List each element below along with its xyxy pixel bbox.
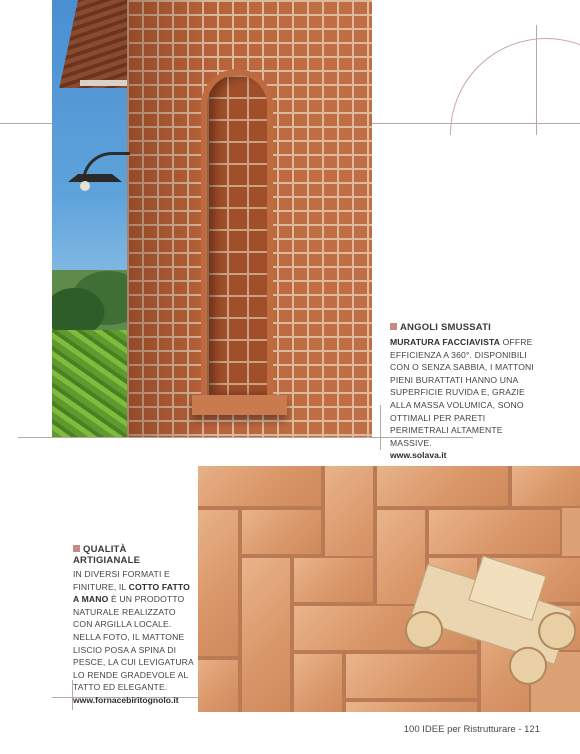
tile (344, 700, 479, 712)
caption-heading (390, 322, 540, 333)
lamp-shade (68, 174, 122, 182)
tile (198, 466, 323, 508)
lamp-bulb (80, 181, 90, 191)
caption-body (390, 336, 540, 449)
tile (510, 466, 580, 508)
tile (198, 658, 240, 712)
rule-line (0, 123, 52, 124)
caption-bold-lead: MURATURA FACCIAVISTA (390, 337, 501, 347)
rule-line (380, 405, 381, 450)
caption-bold-lead: COTTO FATTO A MANO (73, 581, 190, 605)
accent-square-icon (73, 545, 80, 552)
tile (240, 556, 292, 712)
tile (240, 508, 323, 556)
arched-window (207, 75, 267, 395)
caption-body (73, 568, 197, 694)
page-folio: 100 IDEE per Ristrutturare - 121 (403, 724, 540, 735)
tile (292, 556, 375, 604)
caption-text: OFFRE EFFICIENZA A 360°. DISPONIBILI CON O SENZA SABBIA, I MATTONI PIENI BURATTATI HANNO UNA SUPERFICIE RUVIDA E, GRAZIE ALLA MASSA VOLUMICA, SONO OTTIMALI PER PARETI PERIMETRALI ALTAMENTE MASSIVE. (390, 337, 534, 448)
caption-url[interactable]: www.fornacebiritognolo.it (73, 694, 179, 705)
caption-qualita-artigianale (73, 544, 197, 705)
window-sill (192, 395, 287, 415)
caption-angoli-smussati (390, 322, 540, 460)
tile (198, 508, 240, 658)
caption-text-before: IN DIVERSI FORMATI E FINITURE, IL (73, 569, 170, 592)
accent-square-icon (390, 323, 397, 330)
tile (375, 466, 510, 508)
tile (292, 652, 344, 712)
brick-wall-photo (52, 0, 372, 437)
hedge (52, 330, 127, 437)
terracotta-floor-photo (198, 466, 580, 712)
caption-text-after: È UN PRODOTTO NATURALE REALIZZATO CON ARGILLA LOCALE. NELLA FOTO, IL MATTONE LISCIO POSA A SPINA DI PESCE, LA CUI LEVIGATURA LO RENDE GRADEVOLE AL TATTO ED ELEGANTE. (73, 594, 194, 693)
caption-url[interactable]: www.solava.it (390, 450, 447, 461)
caption-heading (73, 544, 197, 555)
caption-heading-line2: ARTIGIANALE (73, 555, 141, 566)
caption-heading-line1: QUALITÀ (83, 544, 127, 555)
decorative-arc (450, 38, 580, 230)
caption-heading-text: ANGOLI SMUSSATI (400, 322, 491, 333)
